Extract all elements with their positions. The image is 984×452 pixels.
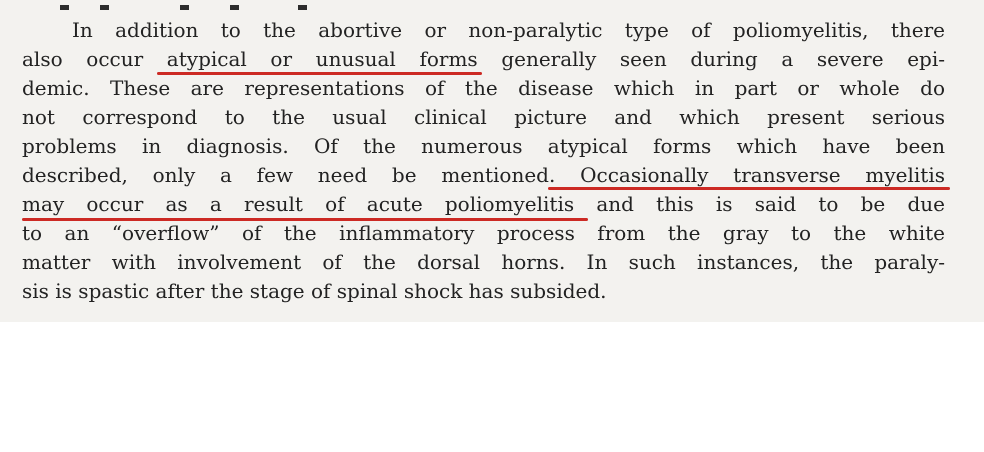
next-line-fragment bbox=[72, 311, 952, 322]
previous-line-fragment bbox=[60, 0, 320, 10]
text-line-10: sis is spastic after the stage of spinal shock has subsided. bbox=[22, 279, 607, 303]
text-line-7: may occur as a result of acute poliomyelitis and this is said to be due bbox=[22, 192, 945, 216]
text-line-4: not correspond to the usual clinical picture and which present serious bbox=[22, 105, 945, 129]
underline-acute-poliomyelitis bbox=[22, 218, 588, 221]
underline-atypical-forms bbox=[157, 72, 482, 75]
text-line-6: described, only a few need be mentioned. Occasionally transverse myelitis bbox=[22, 163, 945, 187]
blank-area bbox=[0, 322, 984, 452]
text-line-8: to an “overflow” of the inflammatory process from the gray to the white bbox=[22, 221, 945, 245]
text-line-3: demic. These are representations of the disease which in part or whole do bbox=[22, 76, 945, 100]
text-line-5: problems in diagnosis. Of the numerous atypical forms which have been bbox=[22, 134, 945, 158]
text-line-9: matter with involvement of the dorsal horns. In such instances, the paraly- bbox=[22, 250, 945, 274]
text-line-1: In addition to the abortive or non-paralytic type of poliomyelitis, there bbox=[72, 18, 945, 42]
text-line-2-content: also occur atypical or unusual forms generally seen during a severe epi- bbox=[22, 47, 945, 71]
underline-transverse-myelitis bbox=[548, 187, 950, 190]
text-line-2 bbox=[22, 46, 945, 72]
